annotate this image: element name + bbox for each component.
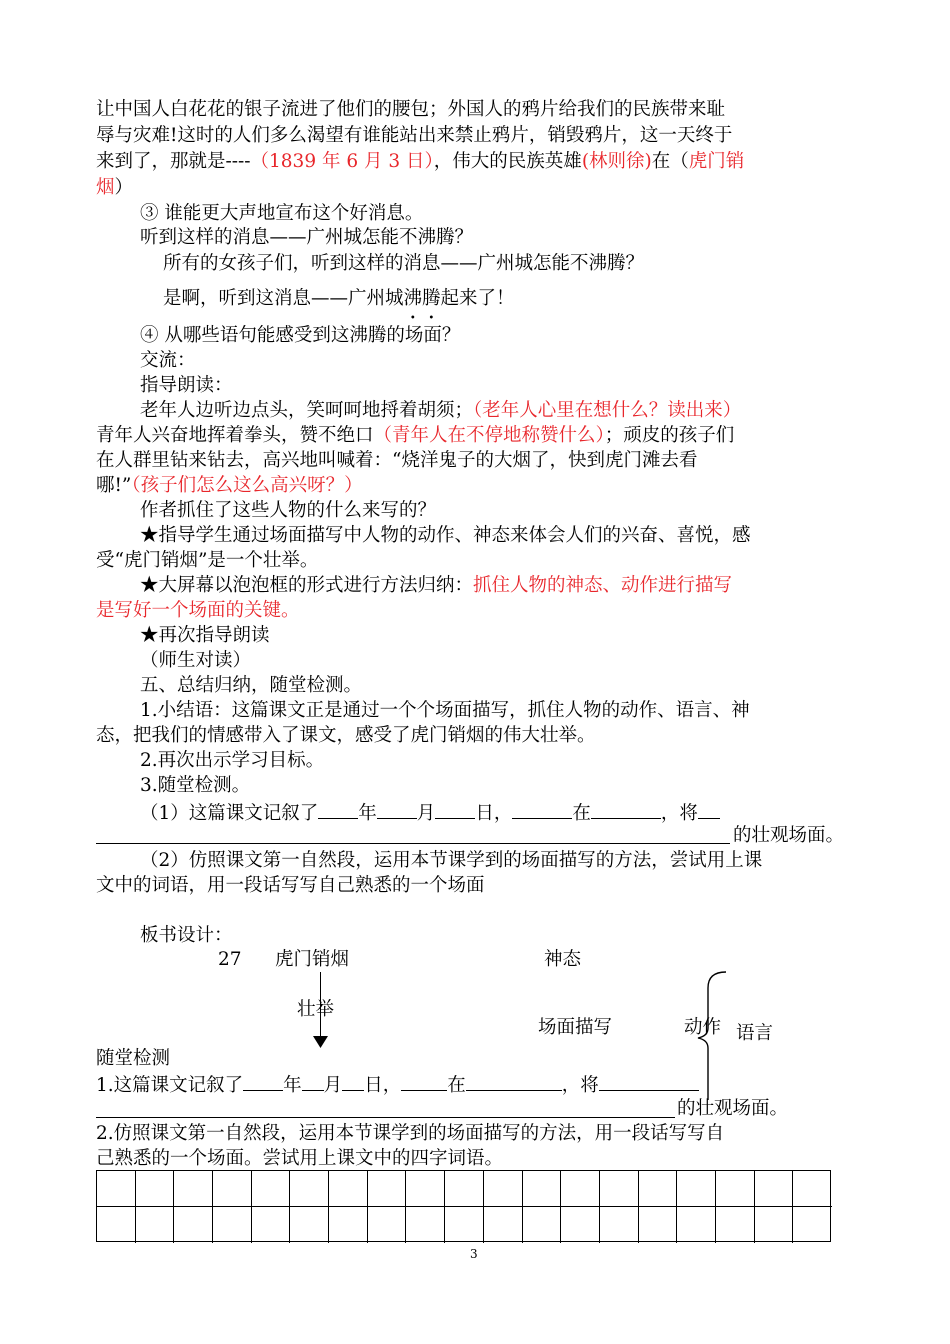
grid-cell[interactable] [716,1171,755,1207]
star-1-line-1: ★指导学生通过场面描写中人物的动作、神态来体会人们的兴奋、喜悦，感 [140,525,751,546]
test-blank-person[interactable] [401,1072,447,1091]
grid-cell[interactable] [484,1171,523,1207]
place-highlight: 虎门销 [688,151,745,172]
grid-cell[interactable] [677,1171,716,1207]
grid-cell[interactable] [97,1171,136,1207]
grid-cell[interactable] [213,1207,252,1243]
hero-highlight: (林则徐) [581,151,652,172]
grid-cell[interactable] [136,1171,175,1207]
grid-cell[interactable] [445,1207,484,1243]
grid-cell[interactable] [174,1207,213,1243]
board-lesson-number: 27 [218,949,242,970]
grid-cell[interactable] [755,1171,794,1207]
grid-cell[interactable] [368,1207,407,1243]
grid-cell[interactable] [136,1207,175,1243]
step4-question: ④ 从哪些语句能感受到这沸腾的场面？ [140,325,461,346]
blank-person[interactable] [512,800,572,819]
grid-cell[interactable] [252,1171,291,1207]
emphasis-char-2: 腾 [422,288,441,309]
test-blank-event-line[interactable] [96,1117,675,1118]
grid-cell[interactable] [213,1171,252,1207]
star-2-line-1: ★大屏幕以泡泡框的形式进行方法归纳：抓住人物的神态、动作进行描写 [140,575,733,596]
step5-q1: （1）这篇课文记叙了 年 月 日， 在 ，将 [140,800,720,826]
intro-line-1: 让中国人白花花的银子流进了他们的腰包；外国人的鸦片给我们的民族带来耻 [96,99,726,120]
test-q2-line-2: 己熟悉的一个场面。尝试用上课文中的四字词语。 [96,1148,504,1169]
grid-cell[interactable] [677,1207,716,1243]
step5-title: 五、总结归纳，随堂检测。 [140,675,363,696]
grid-cell[interactable] [561,1171,600,1207]
test-blank-place[interactable] [466,1072,562,1091]
grid-cell[interactable] [639,1171,678,1207]
grid-cell[interactable] [329,1171,368,1207]
blank-month[interactable] [377,800,417,819]
star-3-sub: （师生对读） [140,650,252,671]
intro-line-4: 烟） [96,177,134,198]
test-title: 随堂检测 [96,1048,171,1069]
author-question: 作者抓住了这些人物的什么来写的？ [140,500,437,521]
grid-cell[interactable] [523,1207,562,1243]
step4-exchange: 交流： [140,350,196,371]
board-zhuangju: 壮举 [297,999,335,1020]
date-highlight: （1839 年 6 月 3 日） [250,151,434,172]
step5-item-2: 2.再次出示学习目标。 [140,750,325,771]
grid-cell[interactable] [252,1207,291,1243]
star-3: ★再次指导朗读 [140,625,270,646]
step4-guide: 指导朗读： [140,375,233,396]
step3-line-3: 是啊，听到这消息——广州城沸腾起来了！ [163,288,515,309]
step5-q2-line-1: （2）仿照课文第一自然段，运用本节课学到的场面描写的方法，尝试用上课 [140,850,763,871]
test-q1-end: 的壮观场面。 [677,1098,789,1119]
grid-cell[interactable] [755,1207,794,1243]
test-blank-month[interactable] [302,1072,324,1091]
grid-cell[interactable] [523,1171,562,1207]
blank-place[interactable] [591,800,661,819]
test-q1: 1.这篇课文记叙了 年 月 日， 在 ，将 [96,1072,699,1098]
grid-cell[interactable] [406,1207,445,1243]
grid-cell[interactable] [368,1171,407,1207]
young-people-line: 青年人兴奋地挥着拳头，赞不绝口（青年人在不停地称赞什么）；顽皮的孩子们 [96,425,735,446]
grid-cell[interactable] [406,1171,445,1207]
step5-q1-end: 的壮观场面。 [733,825,845,846]
grid-cell[interactable] [484,1207,523,1243]
grid-cell[interactable] [716,1207,755,1243]
grid-cell[interactable] [290,1207,329,1243]
step3-line-1: 听到这样的消息——广州城怎能不沸腾？ [140,227,474,248]
test-blank-day[interactable] [342,1072,364,1091]
star-1-line-2: 受“虎门销烟”是一个壮举。 [96,550,319,571]
grid-cell[interactable] [793,1171,832,1207]
old-people-line: 老年人边听边点头，笑呵呵地捋着胡须；（老年人心里在想什么？读出来） [140,400,742,421]
blank-event-start[interactable] [698,800,720,819]
step3-question: ③ 谁能更大声地宣布这个好消息。 [140,203,424,224]
intro-line-3: 来到了，那就是----（1839 年 6 月 3 日），伟大的民族英雄(林则徐)在（虎门销 [96,151,745,172]
grid-cell[interactable] [329,1207,368,1243]
step5-item-3: 3.随堂检测。 [140,775,251,796]
grid-cell[interactable] [639,1207,678,1243]
test-blank-year[interactable] [243,1072,283,1091]
step5-summary-1: 1.小结语：这篇课文正是通过一个个场面描写，抓住人物的动作、语言、神 [140,700,750,721]
grid-cell[interactable] [600,1207,639,1243]
grid-cell[interactable] [445,1171,484,1207]
board-changmian: 场面描写 [538,1017,613,1038]
star-2-line-2: 是写好一个场面的关键。 [96,600,300,621]
intro-line-2: 辱与灾难!这时的人们多么渴望有谁能站出来禁止鸦片，销毁鸦片，这一天终于 [96,125,733,146]
step3-line-2: 所有的女孩子们，听到这样的消息——广州城怎能不沸腾？ [163,253,645,274]
grid-cell[interactable] [174,1171,213,1207]
emphasis-char-1: 沸 [403,288,423,309]
step5-q2-line-2: 文中的词语，用一段话写写自己熟悉的一个场面 [96,875,485,896]
grid-cell[interactable] [290,1171,329,1207]
blank-year[interactable] [318,800,358,819]
page-number: 3 [470,1247,478,1261]
kids-line-2: 哪!”（孩子们怎么这么高兴呀？） [96,475,363,496]
grid-cell[interactable] [97,1207,136,1243]
board-lesson-title: 虎门销烟 [275,949,350,970]
blank-event-line[interactable] [96,843,730,844]
arrow-down-icon [313,1036,328,1048]
grid-cell[interactable] [561,1207,600,1243]
kids-line-1: 在人群里钻来钻去，高兴地叫喊着：“烧洋鬼子的大烟了，快到虎门滩去看 [96,450,698,471]
blank-day[interactable] [435,800,475,819]
step5-summary-2: 态，把我们的情感带入了课文，感受了虎门销烟的伟大壮举。 [96,725,596,746]
grid-cell[interactable] [793,1207,832,1243]
board-yuyan: 语言 [736,1023,774,1044]
test-blank-event-start[interactable] [599,1072,699,1091]
test-q2-line-1: 2.仿照课文第一自然段，运用本节课学到的场面描写的方法，用一段话写写自 [96,1123,725,1144]
writing-grid[interactable] [96,1170,831,1242]
grid-cell[interactable] [600,1171,639,1207]
board-title: 板书设计： [140,925,233,946]
board-dongzuo: 动作 [684,1017,722,1038]
board-shentai: 神态 [544,949,582,970]
